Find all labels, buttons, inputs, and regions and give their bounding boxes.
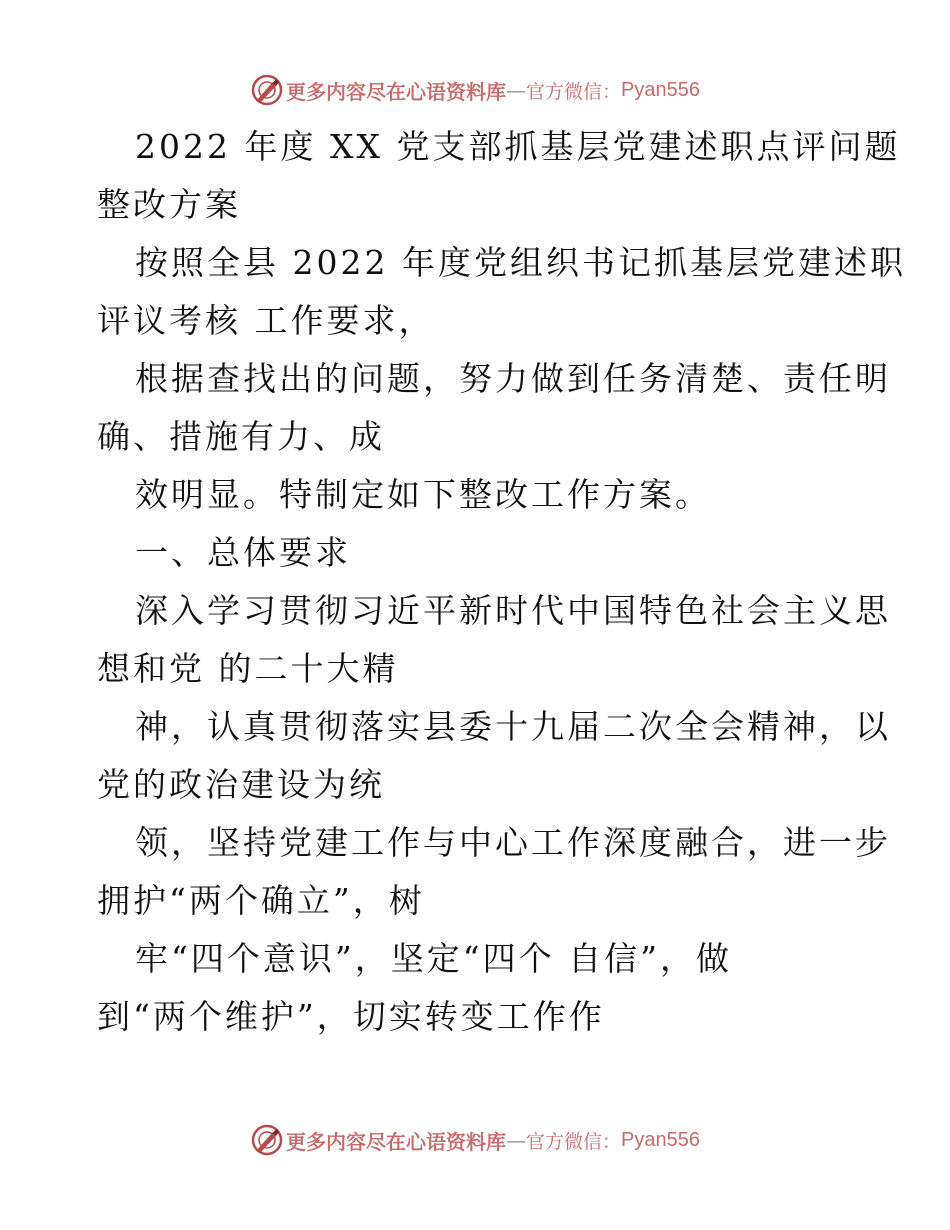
paragraph-line: 深入学习贯彻习近平新时代中国特色社会主义思 [135, 591, 891, 630]
banner-separator: — [506, 78, 526, 102]
banner-main-text: 更多内容尽在心语资料库 [286, 1129, 506, 1154]
footer-watermark-banner [0, 1120, 950, 1160]
banner-main-text: 更多内容尽在心语资料库 [286, 79, 506, 104]
banner-wechat-label: 官方微信： [526, 80, 622, 103]
brand-logo-icon [250, 73, 284, 107]
banner-wechat-label: 官方微信： [526, 1130, 622, 1153]
paragraph-line: 效明显。特制定如下整改工作方案。 [135, 475, 711, 514]
paragraph-line: 确、措施有力、成 [97, 417, 385, 456]
banner-separator: — [506, 1128, 526, 1152]
banner-wechat-id: Pyan556 [621, 78, 700, 101]
document-title-line-1: 2022 年度 XX 党支部抓基层党建述职点评问题 [135, 127, 901, 166]
section-heading: 一、总体要求 [135, 533, 351, 572]
paragraph-line: 领，坚持党建工作与中心工作深度融合，进一步 [135, 823, 891, 862]
paragraph-line: 按照全县 2022 年度党组织书记抓基层党建述职 [135, 243, 906, 282]
paragraph-line: 神，认真贯彻落实县委十九届二次全会精神，以 [135, 707, 891, 746]
document-title-line-2: 整改方案 [97, 185, 241, 224]
paragraph-line: 根据查找出的问题，努力做到任务清楚、责任明 [135, 359, 891, 398]
paragraph-line: 党的政治建设为统 [97, 765, 385, 804]
brand-logo-icon [250, 1123, 284, 1157]
paragraph-line: 到“两个维护”，切实转变工作作 [97, 997, 605, 1036]
banner-wechat-id: Pyan556 [621, 1128, 700, 1151]
paragraph-line: 牢“四个意识”，坚定“四个 自信”，做 [135, 939, 732, 978]
paragraph-line: 评议考核 工作要求， [97, 301, 435, 340]
header-watermark-banner [0, 70, 950, 110]
paragraph-line: 想和党 的二十大精 [97, 649, 399, 688]
paragraph-line: 拥护“两个确立”，树 [97, 881, 425, 920]
document-body [97, 118, 906, 1046]
